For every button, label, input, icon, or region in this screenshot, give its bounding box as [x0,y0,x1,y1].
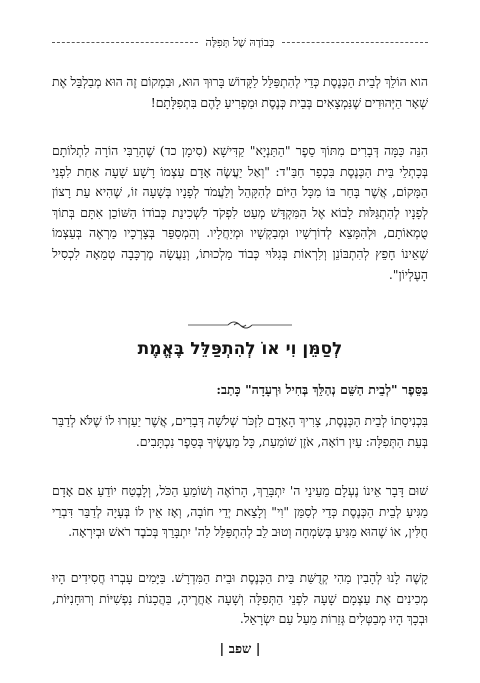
page-number: | שפב | [219,642,261,657]
ornament-divider [188,320,292,330]
section-title: לְסַמֵּן וִי אוֹ לְהִתְפַּלֵּל בֶּאֱמֶת [137,339,343,359]
paragraph-3: בִּכְנִיסָתוֹ לְבֵית הַכְּנֶסֶת, צָרִיךְ הָאָדָם לִזְכֹּר שְׁלֹשָׁה דְּבָרִים, אֲשֶׁר יַעַזְרוּ לוֹ שֶׁלֹּא לְדַבֵּר בְּעֵת הַתְּפִלָּה: עַיִן רוֹאָה, אֹזֶן שׁוֹמַעַת, כָּל מַעֲשֶׂיךָ בְּסֵפֶר נִכְתָּבִים. [52,413,428,449]
ornament-flourish [228,322,252,328]
running-header [52,34,428,50]
source-intro: בַּסֵּפֶר "לְבֵית הַשֵּׁם נְהַלֵּךְ בְּחִיל וּרְעָדָה" כָּתַב: [216,382,428,397]
paragraph-4: שׁוּם דָּבָר אֵינוֹ נֶעְלָם מֵעֵינֵי ה' יִתְבָּרֵךְ, הָרוֹאֶה וְשׁוֹמֵעַ הַכֹּל, וְלָבֶטַח יוֹדֵעַ אִם אָדָם מַגִּיעַ לְבֵית הַכְּנֶסֶת כְּדֵי לְסַמֵּן "וִי" וְלָצֵאת יְדֵי חוֹבָה, וְאָז אֵין לוֹ בְּעָיָה לְדַבֵּר דִּבְרֵי חֻלִּין, אוֹ שֶׁהוּא מַגִּיעַ בְּשִׂמְחָה וְטוּב לֵב לְהִתְפַּלֵּל לַה' יִתְבָּרֵךְ בְּכֹבֶד רֹאשׁ וּבְיִרְאָה. [52,483,428,540]
header-rule-left [52,42,198,43]
header-title: כְּבוֹדָהּ שֶׁל תְּפִלָּה [205,35,275,49]
paragraph-5: קָשֶׁה לָנוּ לְהָבִין מַהִי קְדֻשַּׁת בֵּית הַכְּנֶסֶת וּבֵית הַמִּדְרָשׁ. בַּיָּמִים עָבְרוּ חֲסִידִים הָיוּ מְכִינִים אֶת עַצְמָם שָׁעָה לִפְנֵי הַתְּפִלָּה וְשָׁעָה אַחֲרֶיהָ, בַּהֲכָנוֹת נַפְשִׁיּוֹת וְרוּחָנִיּוֹת, וּבְכָךְ הָיוּ מְבַטְּלִים גְּזֵרוֹת מֵעַל עַם יִשְׂרָאֵל. [52,570,428,627]
paragraph-2: הִנֵּה כַּמָּה דְּבָרִים מִתּוֹךְ סֵפֶר "הַתַּנְיָא" קַדִּישָׁא (סִימָן כד) שֶׁהָרַבִּי הוֹרָה לִתְלוֹתָם בְּכָתְלֵי בֵּית הַכְּנֶסֶת בִּכְפַר חַבַּ"ד: "וְאַל יַעֲשֶׂה אָדָם עַצְמוֹ רָשָׁע שָׁעָה אַחַת לִפְנֵי הַמָּקוֹם, אֲשֶׁר בָּחַר בּוֹ מִכָּל הַיּוֹם לְהִקָּהֵל וְלַעֲמֹד לְפָנָיו בְּשָׁעָה זוֹ, שֶׁהִיא עֵת רָצוֹן לְפָנָיו לְהִתְגַּלּוּת לָבוֹא אֶל הַמִּקְדָּשׁ מְעַט לִפְקֹד לִשְׁכִינַת כְּבוֹדוֹ הַשּׁוֹכֵן אִתָּם בְּתוֹךְ טֻמְאוֹתָם, וּלְהִמָּצֵא לְדוֹרְשָׁיו וּמְבַקְשָׁיו וּמְיַחֲלָיו. וְהַמְסַפֵּר בְּצָרְכָיו מַרְאֶה בְּעַצְמוֹ שֶׁאֵינוֹ חָפֵץ לְהִתְבּוֹנֵן וְלִרְאוֹת בְּגִלּוּי כְּבוֹד מַלְכוּתוֹ, וְנַעֲשָׂה מֶרְכָּבָה טְמֵאָה לִכְסִיל הָעֶלְיוֹן". [52,143,428,282]
paragraph-1: הוא הוֹלֵךְ לְבֵית הַכְּנֶסֶת כְּדֵי לְהִתְפַּלֵּל לַקָּדוֹשׁ בָּרוּךְ הוּא, וּבִמְקוֹם זֶה הוּא מְבַלְבֵּל אֶת שְׁאָר הַיְּהוּדִים שֶׁנִּמְצָאִים בְּבֵית כְּנֶסֶת וּמַפְרִיעַ לָהֶם בִּתְפִלָּתָם! [52,74,428,110]
header-rule-right [282,42,428,43]
